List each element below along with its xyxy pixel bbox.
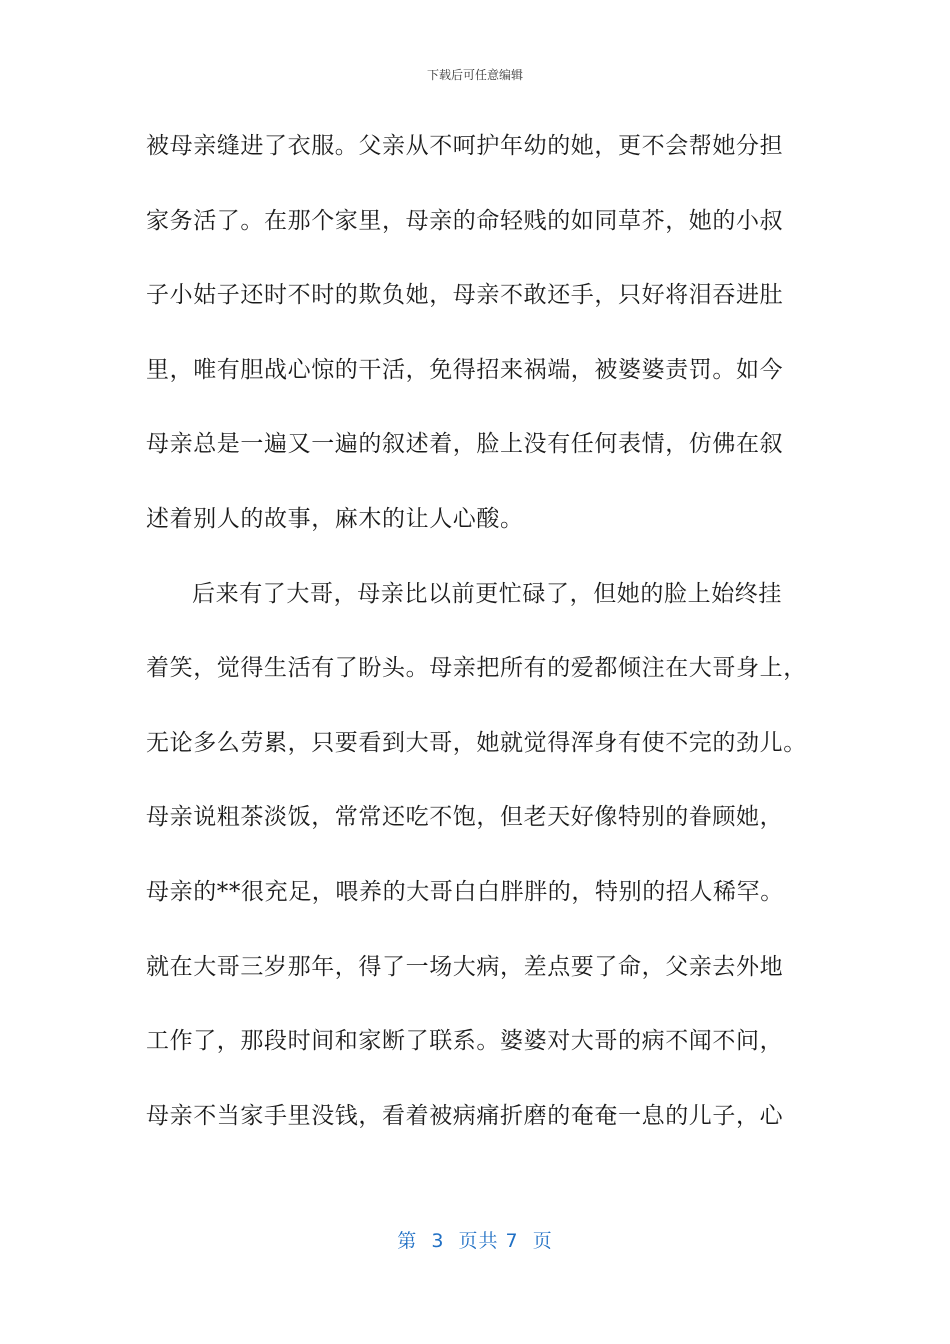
text-line: 述着别人的故事，麻木的让人心酸。 [146,505,524,532]
text-line: 家务活了。在那个家里，母亲的命轻贱的如同草芥，她的小叔 [146,207,784,234]
text-line: 母亲不当家手里没钱，看着被病痛折磨的奄奄一息的儿子，心 [146,1102,784,1129]
text-line: 子小姑子还时不时的欺负她，母亲不敢还手，只好将泪吞进肚 [146,282,784,309]
text-line: 里，唯有胆战心惊的干活，免得招来祸端，被婆婆责罚。如今 [146,356,784,383]
page-header: 下载后可任意编辑 [426,68,523,82]
paragraph-start-line: 后来有了大哥，母亲比以前更忙碌了，但她的脸上始终挂 [192,580,782,607]
text-line: 就在大哥三岁那年，得了一场大病，差点要了命，父亲去外地 [146,953,784,980]
page-number-footer: 第 3 页共 7 页 [397,1230,553,1252]
text-line: 母亲的**很充足，喂养的大哥白白胖胖的，特别的招人稀罕。 [146,878,784,905]
text-line: 母亲总是一遍又一遍的叙述着，脸上没有任何表情，仿佛在叙 [146,431,784,458]
document-body [146,120,806,1164]
text-line: 着笑，觉得生活有了盼头。母亲把所有的爱都倾注在大哥身上， [146,655,807,682]
text-line: 无论多么劳累，只要看到大哥，她就觉得浑身有使不完的劲儿。 [146,729,807,756]
text-line: 被母亲缝进了衣服。父亲从不呵护年幼的她，更不会帮她分担 [146,133,784,159]
text-line: 工作了，那段时间和家断了联系。婆婆对大哥的病不闻不问， [146,1028,784,1055]
text-line: 母亲说粗茶淡饭，常常还吃不饱，但老天好像特别的眷顾她， [146,804,784,831]
